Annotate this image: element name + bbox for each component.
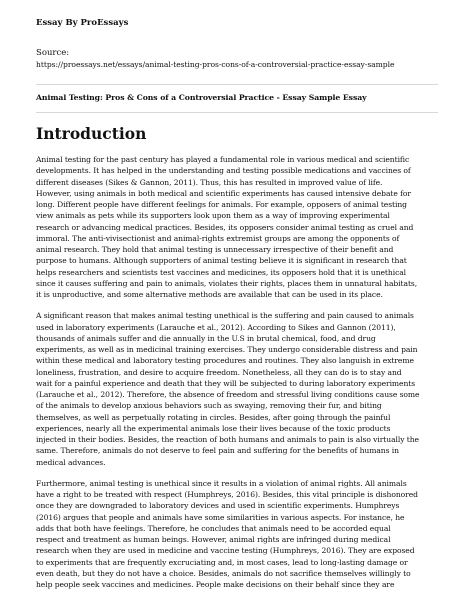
paragraph-line: themselves, as well as perpetually rotating in circles. Besides, after going through the painful <box>36 412 391 422</box>
paragraph-1 <box>36 154 440 300</box>
paragraph-line: research or advancing medical practices. Besides, its opposers consider animal testing as cruel and <box>36 222 414 232</box>
section-heading: Introduction <box>36 124 147 143</box>
paragraph-line: Animal testing for the past century has played a fundamental role in various medical and scientific <box>36 155 410 164</box>
paragraph-line: to experiments that are frequently excruciating and, in most cases, lead to long-lasting damage or <box>36 557 408 567</box>
paragraph-line: loneliness, frustration, and desire to acquire freedom. Nonetheless, all they can do is to stay and <box>36 367 402 377</box>
paragraph-line: purpose to humans. Although supporters of animal testing believe it is significant in research that <box>36 256 407 266</box>
paragraph-line: since it causes suffering and pain to animals, violates their rights, places them in unnatural habitats, <box>36 278 418 288</box>
paragraph-line: animal research. They hold that animal testing is unnecessary irrespective of their benefit and <box>36 245 394 254</box>
paragraph-line: within these medical and laboratory testing procedures and routines. They also languish in extreme <box>36 356 414 366</box>
source-url: https://proessays.net/essays/animal-testing-pros-cons-of-a-controversial-practice-essay-sample <box>36 60 395 69</box>
paragraph-line: adds that both have feelings. Therefore, he concludes that animals need to be accorded equal <box>36 523 391 533</box>
document-title: Animal Testing: Pros & Cons of a Controversial Practice - Essay Sample Essay <box>36 93 367 102</box>
paragraph-line: of the animals to develop anxious behaviors such as swaying, removing their fur, and biting <box>36 401 382 411</box>
paragraph-line: wait for a painful experience and death that they will be subjected to during laboratory experiments <box>36 378 416 388</box>
paragraph-line: injected in their bodies. Besides, the reaction of both humans and animals to pain is also virtually the <box>36 435 419 444</box>
paragraph-line: A significant reason that makes animal testing unethical is the suffering and pain caused to animals <box>36 311 414 321</box>
paragraph-line: long. Different people have different feelings for animals. For example, opposers of animal testing <box>36 200 407 209</box>
paragraph-line: used in laboratory experiments (Larauche et al., 2012). According to Sikes and Gannon (2011), <box>36 322 396 332</box>
paragraph-line: immoral. The anti-vivisectionist and animal-rights extremist groups are among the opponents of <box>36 233 400 243</box>
paragraph-line: help people seek vaccines and medicines. People make decisions on their behalf since they are <box>36 580 395 589</box>
paragraph-line: experiments, as well as in medicinal training exercises. They undergo considerable distress and pain <box>36 345 418 354</box>
essay-brand: Essay By ProEssays <box>36 18 129 28</box>
paragraph-line: have a right to be treated with respect (Humphreys, 2016). Besides, this vital principle is dishonored <box>36 490 418 499</box>
paragraph-line: experiences, nearly all the experimental animals lose their lives because of the toxic products <box>36 423 391 433</box>
paragraph-line: medical advances. <box>36 457 106 467</box>
source-label: Source: <box>36 48 70 58</box>
paragraph-line: even death, but they do not have a choice. Besides, animals do not sacrifice themselves willingly to <box>36 568 411 578</box>
paragraph-line: respect and treatment as human beings. However, animal rights are infringed during medical <box>36 535 391 544</box>
divider-top <box>36 84 438 85</box>
paragraph-line: (2016) argues that people and animals have some similarities in various aspects. For instance, he <box>36 512 405 522</box>
paragraph-3 <box>36 478 440 591</box>
paragraph-line: Furthermore, animal testing is unethical since it results in a violation of animal rights. All animals <box>36 478 407 488</box>
paragraph-line: (Larauche et al., 2012). Therefore, the absence of freedom and stressful living conditions cause some <box>36 390 420 399</box>
paragraph-line: it is unproductive, and some alternative methods are available that can be used in its place. <box>36 290 383 299</box>
paragraph-line: view animals as pets while its supporters look upon them as a way of improving experimental <box>36 211 390 221</box>
paragraph-line: developments. It has helped in the understanding and testing possible medications and vaccines of <box>36 166 411 176</box>
paragraph-line: thousands of animals suffer and die annually in the U.S in brutal chemical, food, and drug <box>36 333 376 343</box>
paragraph-line: different diseases (Sikes & Gannon, 2011). Thus, this has resulted in improved value of life. <box>36 177 383 187</box>
divider-bottom <box>36 112 438 113</box>
paragraph-line: research when they are used in medicine and vaccine testing (Humphreys, 2016). They are exposed <box>36 546 415 556</box>
essay-body <box>36 154 440 600</box>
paragraph-line: However, using animals in both medical and scientific experiments has caused intensive debate for <box>36 188 411 198</box>
paragraph-2 <box>36 310 440 468</box>
paragraph-line: helps researchers and scientists test vaccines and medicines, its opposers hold that it is unethical <box>36 267 407 277</box>
paragraph-line: once they are downgraded to laboratory devices and used in scientific experiments. Humphreys <box>36 501 400 511</box>
paragraph-line: same. Therefore, animals do not deserve to feel pain and suffering for the benefits of humans in <box>36 446 399 456</box>
